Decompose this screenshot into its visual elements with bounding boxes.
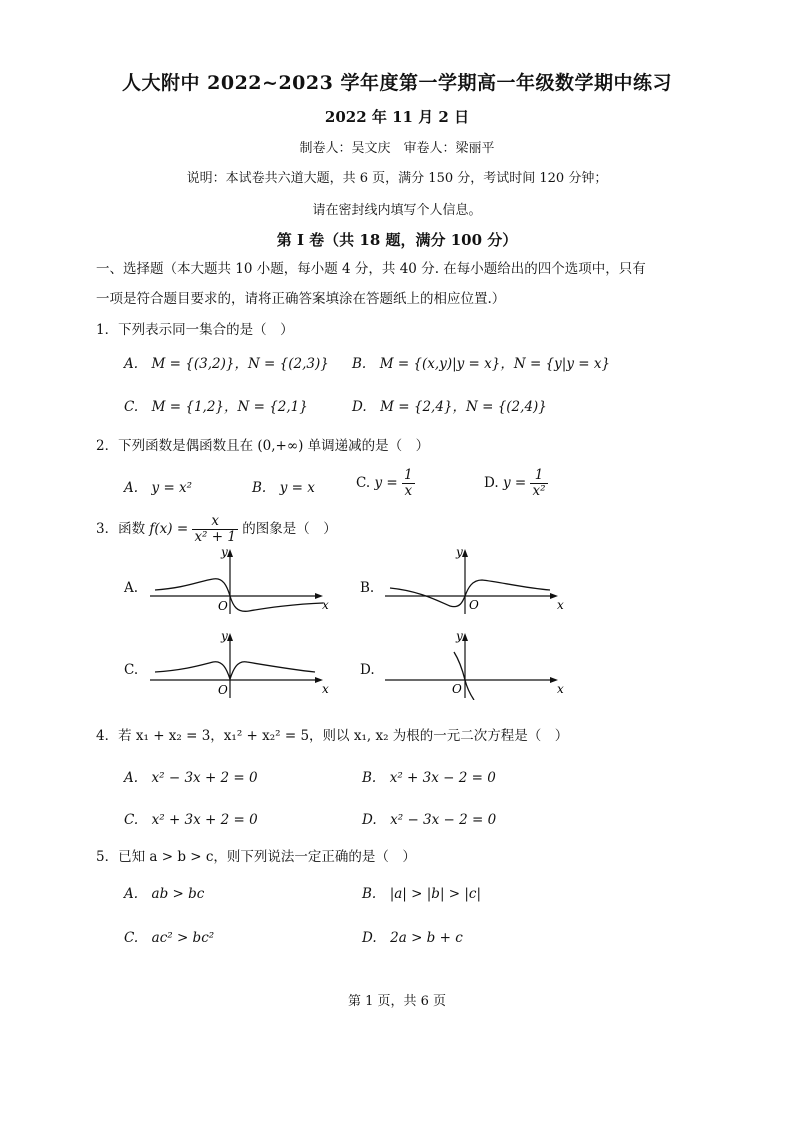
question-2-option-c-numerator: 1 (403, 467, 413, 483)
y-label: y (456, 630, 463, 643)
question-3-option-c-label: C. (124, 662, 139, 678)
question-2-option-d (484, 468, 548, 499)
question-2-option-d-denominator: x² (532, 483, 546, 499)
question-4-option-a: A. x² − 3x + 2 = 0 (124, 770, 258, 786)
y-axis-arrow (462, 549, 468, 557)
question-5-option-a: A. ab > bc (124, 886, 205, 902)
origin-label: O (218, 599, 228, 613)
origin-label: O (218, 683, 228, 697)
curve (155, 579, 323, 612)
question-3-stem-suffix: 的图象是（ ） (242, 521, 337, 537)
question-3-stem-fx: f(x) = (149, 521, 189, 537)
y-axis-arrow (227, 633, 233, 641)
question-5-option-c: C. ac² > bc² (124, 930, 215, 946)
exam-note-line1: 说明：本试卷共六道大题，共 6 页，满分 150 分，考试时间 120 分钟； (186, 171, 608, 186)
x-label: x (322, 682, 329, 696)
page-footer: 第 1 页，共 6 页 (347, 994, 447, 1009)
section1-instructions-line1: 一、选择题（本大题共 10 小题，每小题 4 分，共 40 分. 在每小题给出的四个选项中，只有 (96, 261, 646, 277)
question-3-option-d-graph (380, 630, 580, 700)
question-1-stem: 1．下列表示同一集合的是（ ） (96, 322, 294, 338)
question-3-option-b-graph (380, 546, 580, 616)
question-2-option-c-denominator: x (404, 483, 413, 499)
question-1-option-a: A. M = {(3,2)}，N = {(2,3)} (124, 356, 329, 372)
question-2-option-d-numerator: 1 (530, 468, 547, 484)
y-label: y (221, 630, 228, 643)
question-2-option-d-fraction (530, 468, 547, 499)
exam-note-line2: 请在密封线内填写个人信息。 (312, 203, 482, 218)
exam-date: 2022 年 11 月 2 日 (324, 108, 470, 126)
question-4-option-b: B. x² + 3x − 2 = 0 (362, 770, 496, 786)
question-2-stem: 2．下列函数是偶函数且在 (0,+∞) 单调递减的是（ ） (96, 438, 430, 454)
question-5-stem: 5．已知 a > b > c，则下列说法一定正确的是（ ） (96, 849, 416, 865)
question-5-option-b: B. |a| > |b| > |c| (362, 886, 482, 902)
curve (155, 662, 315, 679)
question-2-option-c (356, 468, 415, 499)
exam-authors: 制卷人：吴文庆 审卷人：梁丽平 (299, 141, 495, 156)
question-3-option-d-label: D. (360, 662, 375, 678)
x-label: x (557, 682, 564, 696)
question-2-option-b: B. y = x (252, 480, 315, 496)
y-axis-arrow (227, 549, 233, 557)
question-1-option-d: D. M = {2,4}，N = {(2,4)} (352, 399, 547, 415)
question-1-option-b: B. M = {(x,y)|y = x}，N = {y|y = x} (352, 356, 611, 372)
exam-title: 人大附中 2022~2023 学年度第一学期高一年级数学期中练习 (122, 72, 672, 94)
question-3-stem-fraction (192, 514, 238, 545)
question-4-option-c: C. x² + 3x + 2 = 0 (124, 812, 258, 828)
question-5-option-d: D. 2a > b + c (362, 930, 463, 946)
y-label: y (456, 546, 463, 559)
question-3-stem-numerator: x (192, 514, 238, 530)
question-2-option-d-letter: D. (484, 475, 499, 491)
question-3-option-b-label: B. (360, 580, 375, 596)
question-2-option-a: A. y = x² (124, 480, 193, 496)
question-2-option-c-letter: C. (356, 475, 371, 491)
question-3-option-c-graph (145, 630, 345, 700)
y-axis-arrow (462, 633, 468, 641)
x-label: x (322, 598, 329, 612)
question-2-option-c-lhs: y = (374, 475, 398, 491)
question-4-stem: 4．若 x₁ + x₂ = 3，x₁² + x₂² = 5，则以 x₁, x₂ 为根的一元二次方程是（ ） (96, 728, 569, 744)
origin-label: O (452, 682, 462, 696)
question-2-option-c-fraction (402, 468, 415, 499)
question-4-option-d: D. x² − 3x − 2 = 0 (362, 812, 497, 828)
question-3-stem (96, 514, 337, 545)
part-title: 第 I 卷（共 18 题，满分 100 分） (276, 231, 518, 249)
origin-label: O (469, 598, 479, 612)
question-3-option-a-graph (145, 546, 345, 616)
question-3-option-a-label: A. (124, 580, 139, 596)
question-2-option-d-lhs: y = (502, 475, 527, 491)
x-label: x (557, 598, 564, 612)
question-1-option-c: C. M = {1,2}，N = {2,1} (124, 399, 308, 415)
y-label: y (221, 546, 228, 559)
section1-instructions-line2: 一项是符合题目要求的，请将正确答案填涂在答题纸上的相应位置.） (96, 291, 506, 307)
question-3-stem-prefix: 3．函数 (96, 521, 146, 537)
question-3-stem-denominator: x² + 1 (194, 529, 236, 545)
